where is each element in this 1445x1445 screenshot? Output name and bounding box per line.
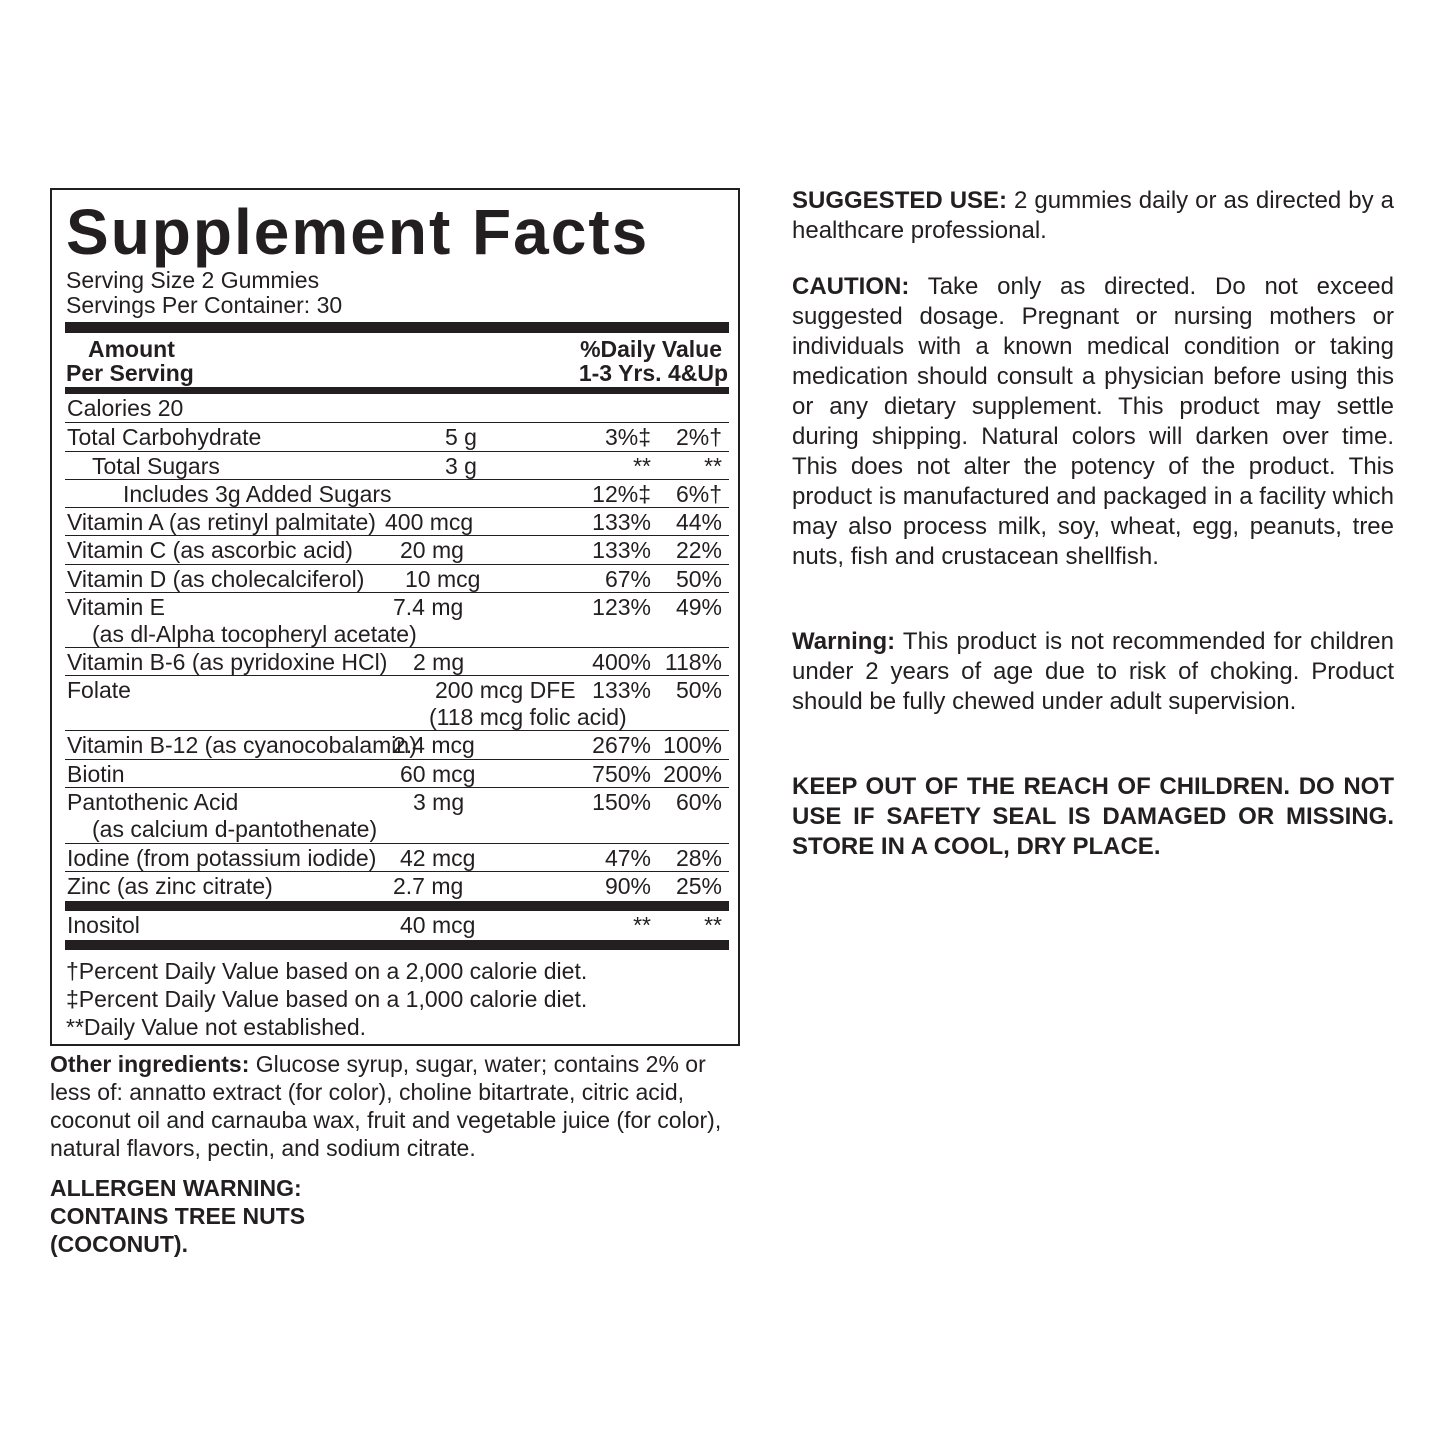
caution-label: CAUTION: bbox=[792, 273, 910, 300]
daily-value-4-up: 50% bbox=[675, 566, 722, 592]
nutrient-row bbox=[65, 451, 729, 479]
daily-value-4-up: 200% bbox=[663, 761, 722, 787]
nutrient-amount: 40 mcg bbox=[400, 912, 476, 938]
keep-out-notice: KEEP OUT OF THE REACH OF CHILDREN. DO NOT USE IF SAFETY SEAL IS DAMAGED OR MISSING. STORE IN A COOL, DRY PLACE. bbox=[792, 773, 1394, 860]
nutrient-name: Zinc (as zinc citrate) bbox=[67, 873, 273, 899]
daily-value-4-up: ** bbox=[704, 453, 722, 479]
daily-value-1-3yrs: 67% bbox=[604, 566, 651, 592]
nutrient-amount: 400 mcg bbox=[385, 509, 474, 535]
servings-per-container: Servings Per Container: 30 bbox=[66, 292, 343, 318]
thick-divider-3 bbox=[65, 940, 729, 950]
nutrient-name: Vitamin B-6 (as pyridoxine HCl) bbox=[67, 649, 388, 675]
nutrient-source: (as calcium d-pantothenate) bbox=[92, 816, 378, 842]
nutrient-amount: 10 mcg bbox=[405, 566, 481, 592]
nutrient-amount: 60 mcg bbox=[400, 761, 476, 787]
nutrient-row bbox=[65, 675, 729, 730]
suggested-use-label: SUGGESTED USE: bbox=[792, 187, 1008, 214]
other-ingredients-label: Other ingredients: bbox=[50, 1051, 250, 1077]
suggested-use-text: 2 gummies daily or as directed by a healthcare professional. bbox=[792, 187, 1394, 244]
nutrient-amount: 200 mcg DFE bbox=[435, 677, 576, 703]
nutrient-name: Total Carbohydrate bbox=[67, 424, 262, 450]
daily-value-4-up: 25% bbox=[675, 873, 722, 899]
nutrient-row bbox=[65, 843, 729, 871]
nutrient-row bbox=[65, 871, 729, 900]
nutrient-name: Vitamin E bbox=[67, 594, 166, 620]
nutrient-amount: 5 g bbox=[445, 424, 477, 450]
nutrient-amount: 3 mg bbox=[413, 789, 465, 815]
daily-value-4-up: 50% bbox=[675, 677, 722, 703]
nutrient-row bbox=[65, 911, 729, 940]
daily-value-1-3yrs: 90% bbox=[604, 873, 651, 899]
daily-value-1-3yrs: 12%‡ bbox=[592, 481, 651, 507]
daily-value-4-up: 22% bbox=[675, 537, 722, 563]
nutrient-amount: 2.4 mcg bbox=[393, 732, 475, 758]
panel-title: Supplement Facts bbox=[66, 196, 650, 268]
nutrient-row bbox=[65, 422, 729, 451]
daily-value-4-up: 2%† bbox=[675, 424, 722, 450]
daily-value-1-3yrs: 133% bbox=[592, 677, 651, 703]
daily-value-4-up: 49% bbox=[675, 594, 722, 620]
nutrient-name: Includes 3g Added Sugars bbox=[123, 481, 392, 507]
medium-divider bbox=[65, 387, 729, 394]
calories-row bbox=[65, 394, 729, 422]
thick-divider-2 bbox=[65, 901, 729, 911]
nutrient-name: Vitamin B-12 (as cyanocobalamin) bbox=[67, 732, 417, 758]
nutrient-row bbox=[65, 787, 729, 843]
daily-value-4-up: 6%† bbox=[675, 481, 722, 507]
daily-value-1-3yrs: 133% bbox=[592, 537, 651, 563]
thick-divider bbox=[65, 322, 729, 333]
footnote-1000: ‡Percent Daily Value based on a 1,000 calorie diet. bbox=[66, 986, 588, 1012]
nutrient-row bbox=[65, 730, 729, 759]
nutrient-amount: 3 g bbox=[445, 453, 477, 479]
amount-header: Amount bbox=[88, 336, 175, 362]
daily-value-4-up: 118% bbox=[664, 649, 722, 675]
nutrient-row bbox=[65, 535, 729, 564]
dv-age-header: 1-3 Yrs. 4&Up bbox=[578, 360, 728, 386]
nutrient-name: Vitamin A (as retinyl palmitate) bbox=[67, 509, 376, 535]
nutrient-amount-detail: (118 mcg folic acid) bbox=[429, 704, 627, 730]
daily-value-4-up: 100% bbox=[663, 732, 722, 758]
nutrient-row bbox=[65, 592, 729, 647]
dv-header: %Daily Value bbox=[580, 336, 722, 362]
daily-value-1-3yrs: 47% bbox=[604, 845, 651, 871]
other-ingredients-text: Glucose syrup, sugar, water; contains 2% or less of: annatto extract (for color), choline bitartrate, citric acid, coconut oil and carnauba wax, fruit and vegetable juice (for color), natural flavors, pectin, and sodium citrate. bbox=[50, 1051, 722, 1161]
nutrient-row bbox=[65, 759, 729, 787]
nutrient-row bbox=[65, 647, 729, 675]
per-serving-header: Per Serving bbox=[66, 360, 194, 386]
daily-value-1-3yrs: 750% bbox=[592, 761, 651, 787]
nutrient-amount: 2.7 mg bbox=[393, 873, 464, 899]
nutrient-name: Pantothenic Acid bbox=[67, 789, 239, 815]
nutrient-name: Total Sugars bbox=[92, 453, 220, 479]
nutrient-name: Biotin bbox=[67, 761, 125, 787]
daily-value-1-3yrs: ** bbox=[633, 453, 651, 479]
nutrient-amount: 7.4 mg bbox=[393, 594, 464, 620]
daily-value-1-3yrs: 123% bbox=[592, 594, 651, 620]
daily-value-1-3yrs: 267% bbox=[592, 732, 651, 758]
nutrient-row bbox=[65, 564, 729, 592]
daily-value-4-up: 60% bbox=[675, 789, 722, 815]
nutrient-amount: 20 mg bbox=[400, 537, 464, 563]
nutrient-row bbox=[65, 507, 729, 535]
other-ingredients bbox=[50, 1050, 742, 1162]
nutrient-name: Iodine (from potassium iodide) bbox=[67, 845, 377, 871]
warning-label: Warning: bbox=[792, 628, 896, 655]
daily-value-1-3yrs: 133% bbox=[592, 509, 651, 535]
caution-text: Take only as directed. Do not exceed suggested dosage. Pregnant or nursing mothers or individuals with a known medical condition or taking medication should consult a physician before using this or any dietary supplement. This product may settle during shipping. Natural colors will darken over time. This does not alter the potency of the product. This product is manufactured and packaged in a facility which may also process milk, soy, wheat, egg, peanuts, tree nuts, fish and crustacean shellfish. bbox=[792, 273, 1394, 570]
daily-value-1-3yrs: 150% bbox=[592, 789, 651, 815]
daily-value-1-3yrs: ** bbox=[633, 912, 651, 938]
nutrient-amount: 42 mcg bbox=[400, 845, 476, 871]
nutrient-name: Inositol bbox=[67, 912, 140, 938]
supplement-facts-panel bbox=[50, 188, 740, 1046]
suggested-use bbox=[792, 186, 1394, 246]
nutrient-row bbox=[65, 479, 729, 507]
daily-value-4-up: 44% bbox=[675, 509, 722, 535]
warning bbox=[792, 627, 1394, 717]
nutrient-name: Vitamin C (as ascorbic acid) bbox=[67, 537, 353, 563]
daily-value-4-up: 28% bbox=[675, 845, 722, 871]
serving-size: Serving Size 2 Gummies bbox=[66, 267, 320, 293]
daily-value-1-3yrs: 3%‡ bbox=[604, 424, 651, 450]
nutrient-source: (as dl-Alpha tocopheryl acetate) bbox=[92, 621, 417, 647]
nutrient-name: Vitamin D (as cholecalciferol) bbox=[67, 566, 365, 592]
calories-label: Calories 20 bbox=[67, 395, 184, 421]
daily-value-1-3yrs: 400% bbox=[592, 649, 651, 675]
warning-text: This product is not recommended for children under 2 years of age due to risk of choking. Product should be fully chewed under adult supervision. bbox=[792, 628, 1394, 715]
nutrient-name: Folate bbox=[67, 677, 131, 703]
nutrient-amount: 2 mg bbox=[413, 649, 465, 675]
daily-value-4-up: ** bbox=[704, 912, 722, 938]
allergen-warning: ALLERGEN WARNING: CONTAINS TREE NUTS (COCONUT). bbox=[50, 1175, 306, 1257]
footnote-2000: †Percent Daily Value based on a 2,000 calorie diet. bbox=[66, 958, 588, 984]
footnote-not-established: **Daily Value not established. bbox=[66, 1014, 367, 1040]
caution bbox=[792, 272, 1394, 572]
